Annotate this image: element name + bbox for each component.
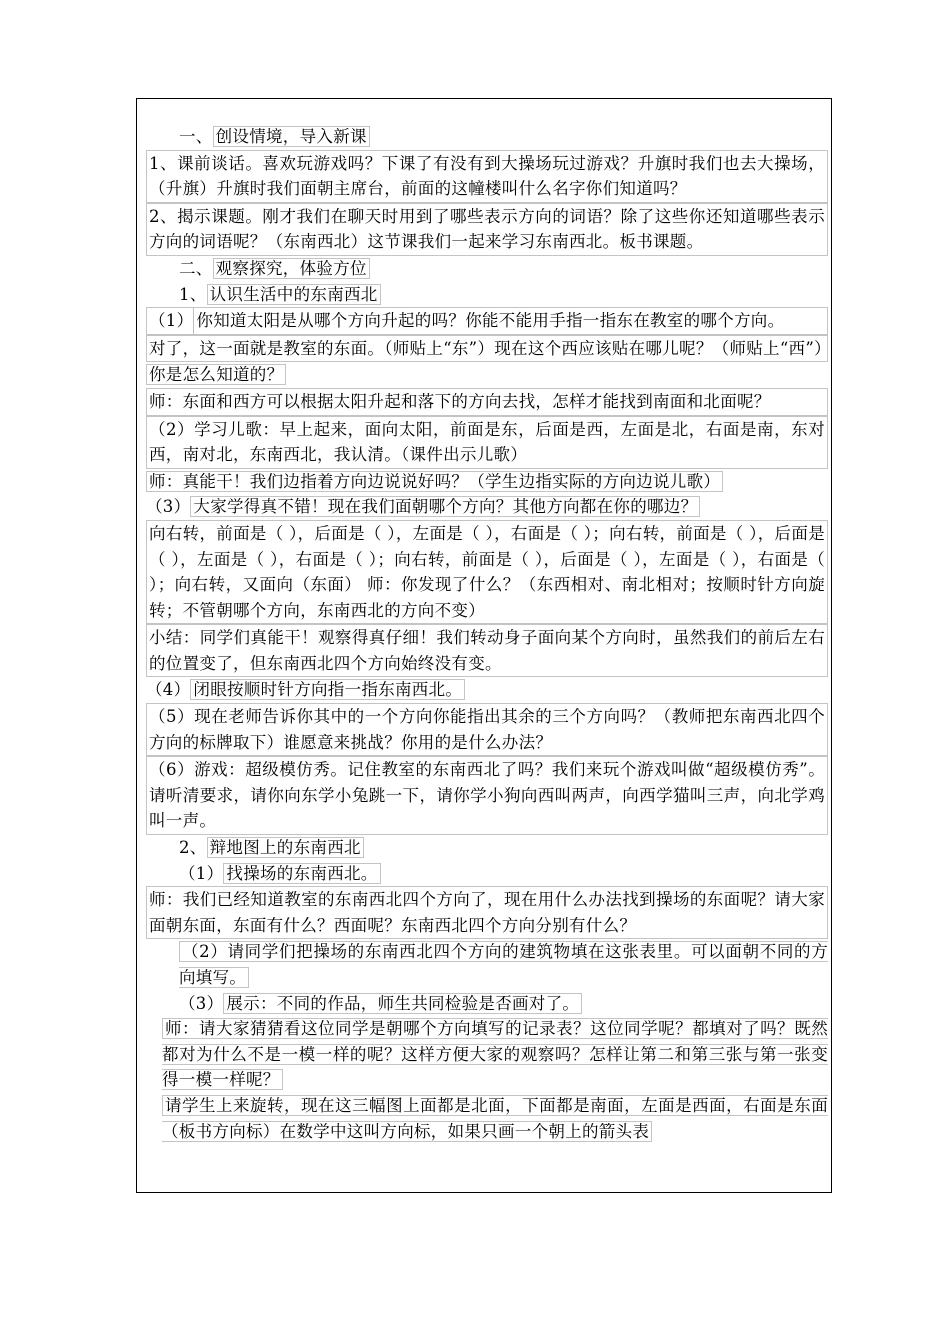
paragraph-reveal-topic: 2、揭示课题。刚才我们在聊天时用到了哪些表示方向的词语？除了这些你还知道哪些表示方向的词语呢？（东南西北）这节课我们一起来学习东南西北。板书课题。 [146,203,828,256]
map-question-3-teacher: 师：请大家猜猜看这位同学是朝哪个方向填写的记录表？这位同学呢？都填对了吗？既然都对为什么不是一模一样的呢？这样方便大家的观察吗？怎样让第二和第三张与第一张变得一模一样呢？ [162,1019,828,1090]
question-1-how: 你是怎么知道的？ [146,362,828,388]
question-6: （6）游戏：超级模仿秀。记住教室的东南西北了吗？我们来玩个游戏叫做“超级模仿秀”。请听清要求，请你向东学小兔跳一下，请你学小狗向西叫两声，向西学猫叫三声，向北学鸡叫一声。 [146,756,828,835]
question-5: （5）现在老师告诉你其中的一个方向你能指出其余的三个方向吗？（教师把东南西北四个方向的标牌取下）谁愿意来挑战？你用的是什么办法？ [146,703,828,756]
map-question-1-teacher: 师：我们已经知道教室的东南西北四个方向了，现在用什么办法找到操场的东面呢？请大家面朝东面，东面有什么？西面呢？东南西北四个方向分别有什么？ [146,886,828,939]
question-3-turning-exercise: 向右转，前面是（ ），后面是（ ），左面是（ ），右面是（ ）；向右转，前面是（ ），后面是（ ），左面是（ ），右面是（ ）；向右转，前面是（ ），后面是（ ），左面是（ ），右面是（ ）；向右转，又面向（东面） 师：你发现了什么？（东西相对、南北相对；按顺时针方向旋转；不管朝哪个方向，东南西北的方向不变） [146,520,828,624]
document-body [146,124,831,1144]
question-3-text: 大家学得真不错！现在我们面朝哪个方向？其他方向都在你的哪边？ [190,496,700,517]
question-1: （1） 你知道太阳是从哪个方向升起的吗？你能不能用手指一指东在教室的哪个方向。 [146,307,828,335]
question-2-teacher: 师：真能干！我们边指着方向边说说好吗？（学生边指实际的方向边说儿歌） [146,469,828,495]
question-5-text: 现在老师告诉你其中的一个方向你能指出其余的三个方向吗？（教师把东南西北四个方向的标牌取下）谁愿意来挑战？你用的是什么办法？ [149,707,825,752]
map-question-1: （1） 找操场的东南西北。 [146,861,828,887]
map-question-1-text: 找操场的东南西北。 [223,863,380,884]
question-4-text: 闭眼按顺时针方向指一指东南西北。 [190,679,465,700]
section-heading-1: 一、 创设情境，导入新课 [146,124,828,150]
subheading-1: 1、 认识生活中的东南西北 [146,282,828,308]
question-2: （2）学习儿歌：早上起来，面向太阳，前面是东，后面是西，左面是北，右面是南，东对西，南对北，东南西北，我认清。（课件出示儿歌） [146,416,828,469]
section-heading-2-text: 观察探究，体验方位 [213,258,370,279]
map-question-2: （2）请同学们把操场的东南西北四个方向的建筑物填在这张表里。可以面朝不同的方向填写。 [179,942,828,987]
question-6-text: 游戏：超级模仿秀。记住教室的东南西北了吗？我们来玩个游戏叫做“超级模仿秀”。请听清要求，请你向东学小兔跳一下，请你学小狗向西叫两声，向西学猫叫三声，向北学鸡叫一声。 [149,760,825,831]
subheading-1-text: 认识生活中的东南西北 [207,284,381,305]
question-2-text: 学习儿歌：早上起来，面向太阳，前面是东，后面是西，左面是北，右面是南，东对西，南对北，东南西北，我认清。（课件出示儿歌） [149,419,825,465]
summary-paragraph: 小结：同学们真能干！观察得真仔细！我们转动身子面向某个方向时，虽然我们的前后左右的位置变了，但东南西北四个方向始终没有变。 [146,624,828,677]
question-3: （3） 大家学得真不错！现在我们面朝哪个方向？其他方向都在你的哪边？ [146,494,828,520]
map-question-3-text: 展示：不同的作品，师生共同检验是否画对了。 [223,993,582,1014]
map-question-2-text: 请同学们把操场的东南西北四个方向的建筑物填在这张表里。可以面朝不同的方向填写。 [179,942,828,987]
subheading-2: 2、 辩地图上的东南西北 [146,835,828,861]
map-question-3: （3） 展示：不同的作品，师生共同检验是否画对了。 [146,991,828,1017]
paragraph-pre-class-talk: 1、课前谈话。喜欢玩游戏吗？下课了有没有到大操场玩过游戏？升旗时我们也去大操场，（升旗）升旗时我们面朝主席台，前面的这幢楼叫什么名字你们知道吗？ [146,150,828,203]
question-1-text: 你知道太阳是从哪个方向升起的吗？你能不能用手指一指东在教室的哪个方向。 [193,308,784,334]
map-question-3-rotate: 请学生上来旋转，现在这三幅图上面都是北面，下面都是南面，左面是西面，右面是东面（板书方向标）在数学中这叫方向标，如果只画一个朝上的箭头表 [162,1095,828,1141]
question-4: （4） 闭眼按顺时针方向指一指东南西北。 [146,677,828,703]
section-heading-2: 二、 观察探究，体验方位 [146,256,828,282]
question-1-followup: 对了，这一面就是教室的东面。（师贴上“东”）现在这个西应该贴在哪儿呢？（师贴上“西”） [146,335,828,363]
section-heading-1-text: 创设情境，导入新课 [213,126,370,147]
question-1-teacher: 师：东面和西方可以根据太阳升起和落下的方向去找，怎样才能找到南面和北面呢？ [146,388,828,416]
subheading-2-text: 辩地图上的东南西北 [207,837,364,858]
